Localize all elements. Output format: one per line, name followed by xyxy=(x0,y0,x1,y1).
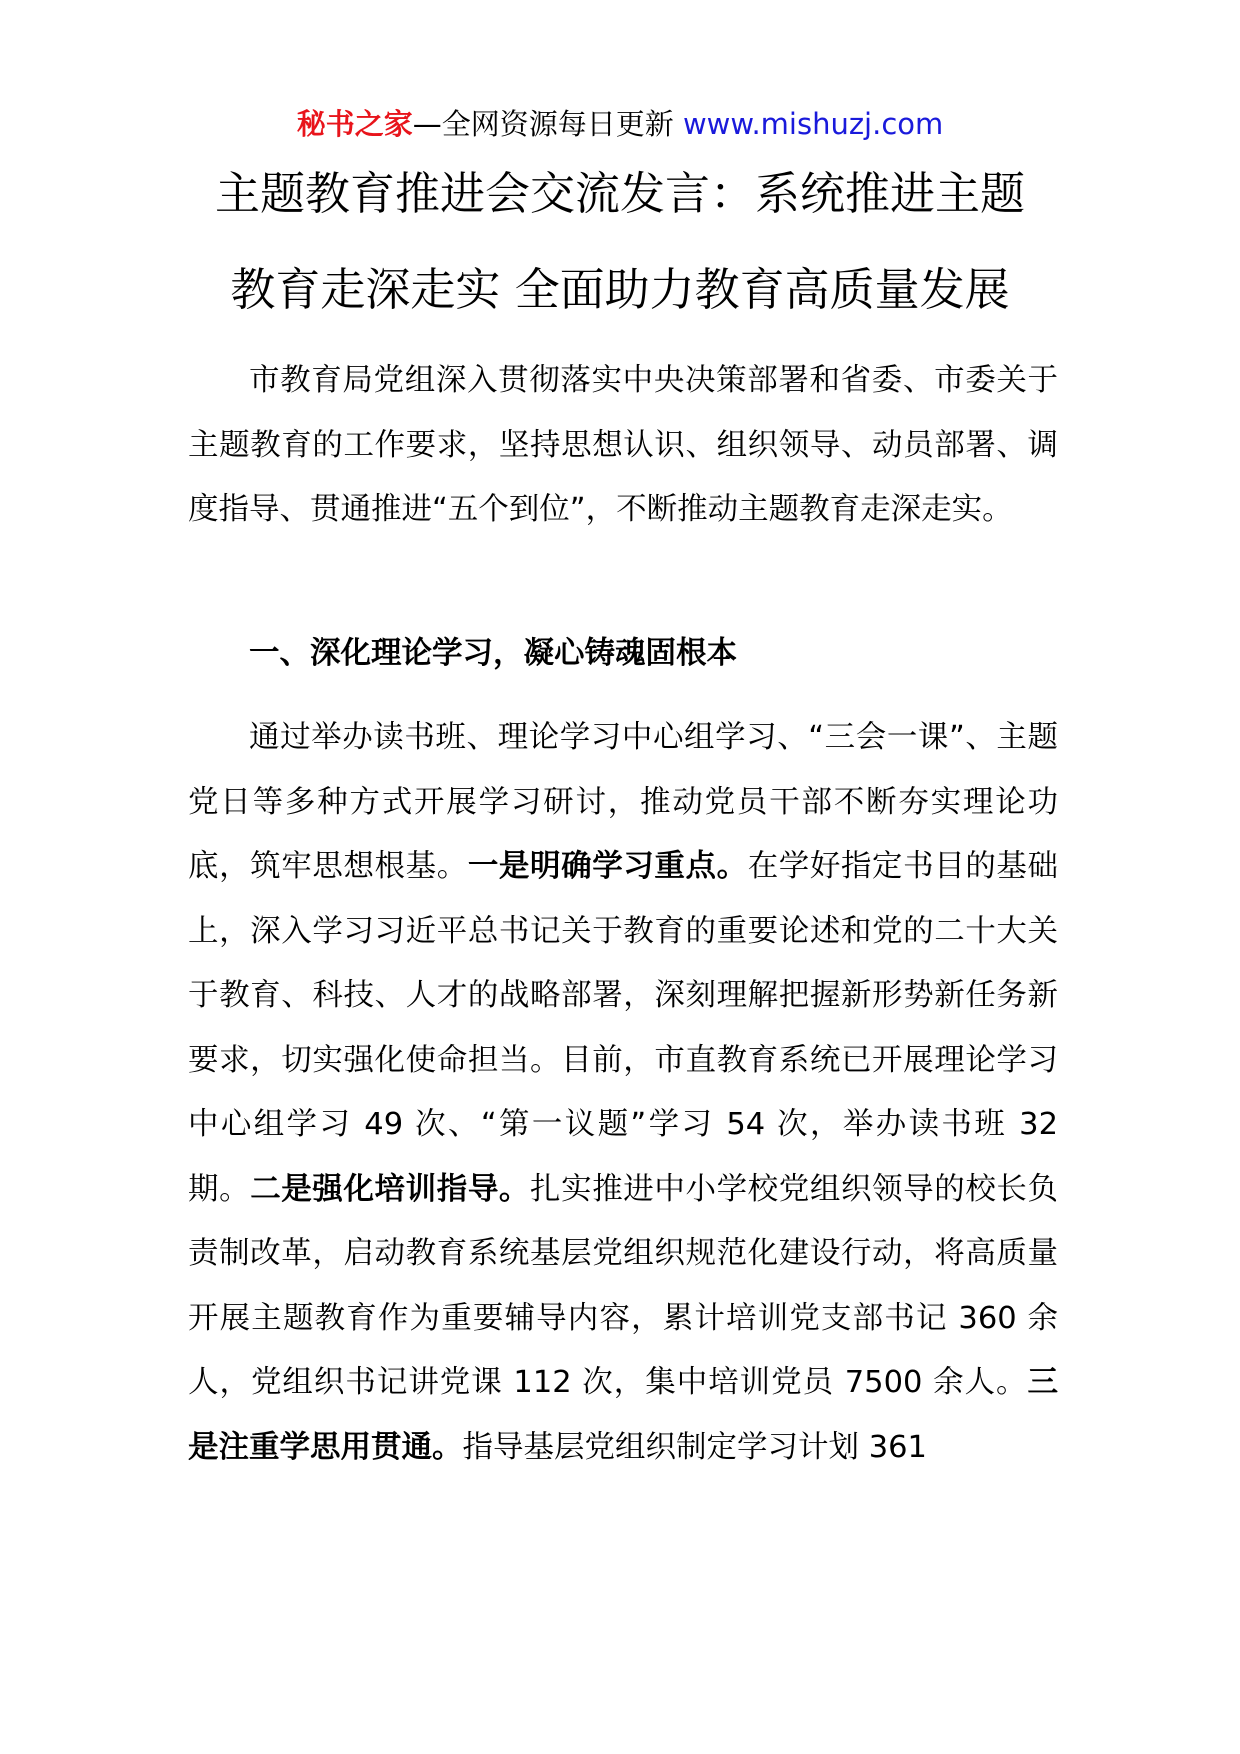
section-heading: 一、深化理论学习，凝心铸魂固根本 xyxy=(249,636,737,671)
site-header xyxy=(0,104,1240,144)
paragraph-text: 指导基层党组织制定学习计划 361 xyxy=(462,1429,927,1465)
document-title-line-1: 主题教育推进会交流发言：系统推进主题 xyxy=(214,167,1025,220)
site-tagline: —全网资源每日更新 xyxy=(412,107,674,141)
document-title-line-2: 教育走深走实 全面助力教育高质量发展 xyxy=(230,263,1010,316)
bold-point-2: 二是强化培训指导。 xyxy=(250,1171,531,1207)
site-brand: 秘书之家 xyxy=(296,107,413,141)
paragraph-text: 在学好指定书目的基础上，深入学习习近平总书记关于教育的重要论述和党的二十大关于教育、科技、人才的战略部署，深刻理解把握新形势新任务新要求，切实强化使命担当。目前，市直教育系统已开展理论学习中心组学习 49 次、“第一议题”学习 54 次，举办读书班 32 期。 xyxy=(188,849,1059,1207)
paragraph-text: 通过举办读书班、理论学习中心组学习、“三会一课”、主题党日等多种方式开展学习研讨，推动党员干部不断夯实理论功底，筑牢思想根基。 xyxy=(188,720,1058,884)
paragraph-text: 扎实推进中小学校党组织领导的校长负责制改革，启动教育系统基层党组织规范化建设行动，将高质量开展主题教育作为重要辅导内容，累计培训党支部书记 360 余人，党组织书记讲党课 112 次，集中培训党员 7500 余人。 xyxy=(188,1171,1059,1400)
section-paragraph xyxy=(188,706,1058,1480)
bold-point-3: 三是注重学思用贯通。 xyxy=(188,1365,1058,1465)
site-url-link[interactable]: www.mishuzj.com xyxy=(682,107,944,141)
intro-paragraph: 市教育局党组深入贯彻落实中央决策部署和省委、市委关于主题教育的工作要求，坚持思想认识、组织领导、动员部署、调度指导、贯通推进“五个到位”，不断推动主题教育走深走实。 xyxy=(188,363,1058,527)
bold-point-1: 一是明确学习重点。 xyxy=(467,849,748,884)
